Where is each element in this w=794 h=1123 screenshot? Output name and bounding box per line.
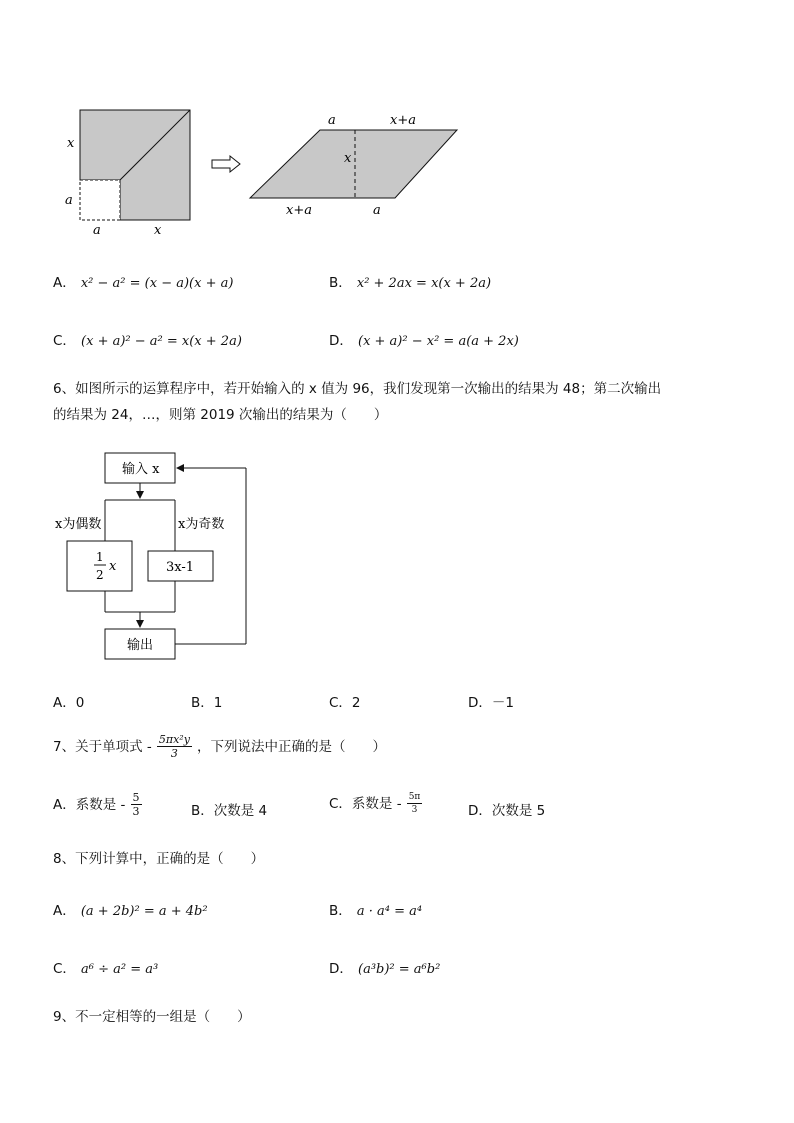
q8-stem: 8、下列计算中，正确的是（ ） (53, 851, 265, 867)
removed-square (80, 180, 120, 220)
q6-option-b: B．1 (191, 695, 223, 711)
option-letter: D． (329, 333, 353, 349)
q6-option-c: C．2 (329, 695, 361, 711)
q8-option-a (53, 899, 208, 919)
q7-option-b: B．次数是 4 (191, 803, 268, 819)
area-figure (50, 100, 480, 245)
q7-suffix: ，下列说法中正确的是（ ） (197, 739, 387, 755)
flowchart (50, 448, 260, 666)
option-letter: A． (53, 275, 76, 291)
frac-num: 5 (132, 791, 140, 804)
label-a-top: a (328, 113, 336, 128)
q7-frac-den: 3 (170, 747, 178, 760)
option-letter: C． (53, 961, 76, 977)
q7-prefix: 7、关于单项式 - (53, 739, 152, 755)
q5-option-a (53, 271, 233, 291)
q6-stem-line1: 6、如图所示的运算程序中，若开始输入的 x 值为 96，我们发现第一次输出的结果为 48；第二次输出 (53, 381, 662, 397)
label-x-left: x (67, 136, 75, 151)
label-x-mid: x (344, 151, 352, 166)
option-letter: D． (329, 961, 353, 977)
q7-option-a (53, 791, 142, 818)
q7-monomial-fraction (157, 733, 192, 760)
q5-option-c (53, 329, 242, 349)
flow-output-label: 输出 (127, 638, 154, 653)
q9-stem: 9、不一定相等的一组是（ ） (53, 1009, 251, 1025)
q7-stem (53, 733, 386, 760)
q8-option-b (329, 899, 422, 919)
option-expression: (x + a)² − a² = x(x + 2a) (81, 334, 242, 349)
option-letter: C． (53, 333, 76, 349)
q7-option-a-fraction (131, 791, 142, 818)
q6-option-d: D．－1 (468, 695, 514, 711)
q7-option-d: D．次数是 5 (468, 803, 546, 819)
frac-num: 5π (408, 792, 421, 802)
q7-option-c-fraction (407, 791, 423, 816)
flow-half-box (67, 541, 132, 591)
flow-input-label: 输入 x (122, 462, 160, 477)
label-x-bottom: x (154, 223, 162, 238)
option-expression: x² + 2ax = x(x + 2a) (356, 276, 492, 291)
right-arrow-icon (212, 156, 240, 172)
option-expression: a · a⁴ = a⁴ (356, 904, 423, 919)
q7-option-a-prefix: A．系数是 - (53, 797, 126, 813)
label-xa-top: x+a (390, 113, 416, 128)
q8-option-c (53, 957, 158, 977)
option-expression: (a + 2b)² = a + 4b² (80, 904, 208, 919)
q5-option-d (329, 329, 519, 349)
flow-half-var: x (109, 559, 117, 574)
flow-even-label: x为偶数 (55, 517, 102, 532)
flow-half-num: 1 (96, 550, 104, 564)
label-a-bottom: a (93, 223, 101, 238)
q7-option-c (329, 791, 422, 816)
option-letter: B． (329, 275, 352, 291)
q7-option-c-prefix: C．系数是 - (329, 796, 402, 812)
label-a-bottom-right: a (373, 203, 381, 218)
option-letter: B． (329, 903, 352, 919)
option-expression: (a³b)² = a⁶b² (358, 962, 441, 977)
flow-odd-op: 3x-1 (166, 560, 195, 575)
flow-half-den: 2 (96, 568, 104, 582)
q7-frac-num: 5πx²y (158, 733, 190, 746)
option-expression: a⁶ ÷ a² = a³ (81, 962, 159, 977)
q5-option-b (329, 271, 491, 291)
q6-stem-line2: 的结果为 24，…，则第 2019 次输出的结果为（ ） (53, 407, 388, 423)
q8-option-d (329, 957, 440, 977)
label-a-left: a (65, 193, 73, 208)
flow-odd-label: x为奇数 (178, 517, 225, 532)
frac-den: 3 (411, 805, 418, 815)
frac-den: 3 (132, 805, 140, 818)
parallelogram-shape (250, 130, 457, 198)
option-letter: A． (53, 903, 76, 919)
label-xa-bottom: x+a (286, 203, 312, 218)
option-expression: x² − a² = (x − a)(x + a) (80, 276, 234, 291)
q6-option-a: A．0 (53, 695, 85, 711)
option-expression: (x + a)² − x² = a(a + 2x) (358, 334, 519, 349)
